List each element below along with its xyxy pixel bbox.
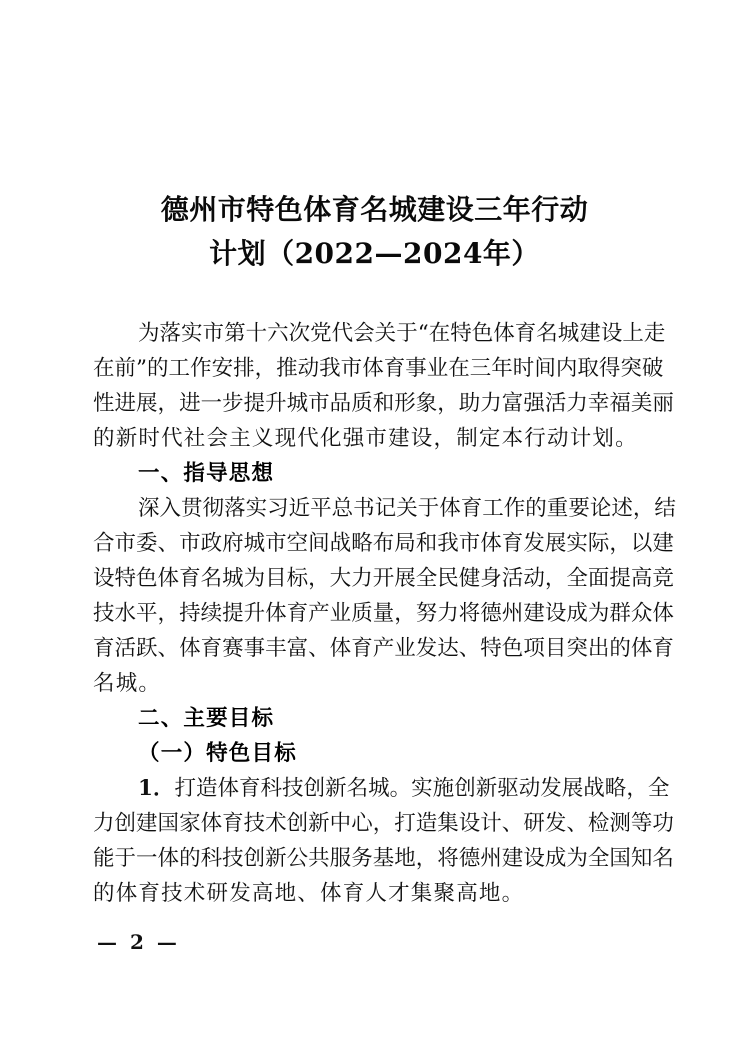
paragraph-line: 的新时代社会主义现代化强市建设，制定本行动计划。	[93, 426, 638, 451]
paragraph-line: 技 水 平 ， 持 续 提 升 体 育 产 业 质 量 ， 努 力 将 德 州 建 设 成 为 群 众 体	[93, 601, 674, 626]
paragraph-line: 能 于 一 体 的 科 技 创 新 公 共 服 务 基 地 ， 将 德 州 建 设 成 为 全 国 知 名	[93, 846, 674, 871]
paragraph-line: 设 特 色 体 育 名 城 为 目 标 ， 大 力 开 展 全 民 健 身 活 动 ， 全 面 提 高 竞	[93, 566, 674, 591]
heading-main-objectives: 二、主要目标	[138, 706, 275, 731]
paragraph-line: 合 市 委 、 市 政 府 城 市 空 间 战 略 布 局 和 我 市 体 育 发 展 实 际 ， 以 建	[93, 531, 674, 556]
paragraph-line: 性 进 展 ， 进 一 步 提 升 城 市 品 质 和 形 象 ， 助 力 富 强 活 力 幸 福 美 丽	[93, 391, 674, 416]
page-number: — 2 —	[97, 930, 180, 954]
document-title-line-1: 德州市特色体育名城建设三年行动	[160, 193, 589, 226]
heading-distinctive-objectives: （一）特色目标	[138, 741, 297, 766]
paragraph-line: 1 ． 打 造 体 育 科 技 创 新 名 城 。 实 施 创 新 驱 动 发 展 战 略 ， 全	[138, 776, 670, 801]
document-body	[93, 316, 676, 911]
paragraph-line: 的体育技术研发高地、体育人才集聚高地。	[93, 881, 525, 906]
heading-guiding-ideology: 一、指导思想	[138, 461, 275, 486]
paragraph-guiding-ideology	[93, 491, 676, 701]
paragraph-line: 在 前 ” 的 工 作 安 排 ， 推 动 我 市 体 育 事 业 在 三 年 时 间 内 取 得 突 破	[93, 356, 664, 381]
paragraph-line: 力 创 建 国 家 体 育 技 术 创 新 中 心 ， 打 造 集 设 计 、 研 发 、 检 测 等 功	[93, 811, 674, 836]
document-title	[93, 188, 656, 276]
paragraph-line: 为 落 实 市 第 十 六 次 党 代 会 关 于 “ 在 特 色 体 育 名 城 建 设 上 走	[138, 321, 666, 346]
document-title-line-2: 计划（2022—2024年）	[209, 237, 540, 270]
paragraph-line: 名城。	[93, 671, 162, 696]
paragraph-line: 育 活 跃 、 体 育 赛 事 丰 富 、 体 育 产 业 发 达 、 特 色 项 目 突 出 的 体 育	[93, 636, 674, 661]
paragraph-line: 深 入 贯 彻 落 实 习 近 平 总 书 记 关 于 体 育 工 作 的 重 要 论 述 ， 结	[138, 496, 676, 521]
paragraph-preamble	[93, 316, 674, 456]
numbered-item-1	[93, 771, 674, 911]
